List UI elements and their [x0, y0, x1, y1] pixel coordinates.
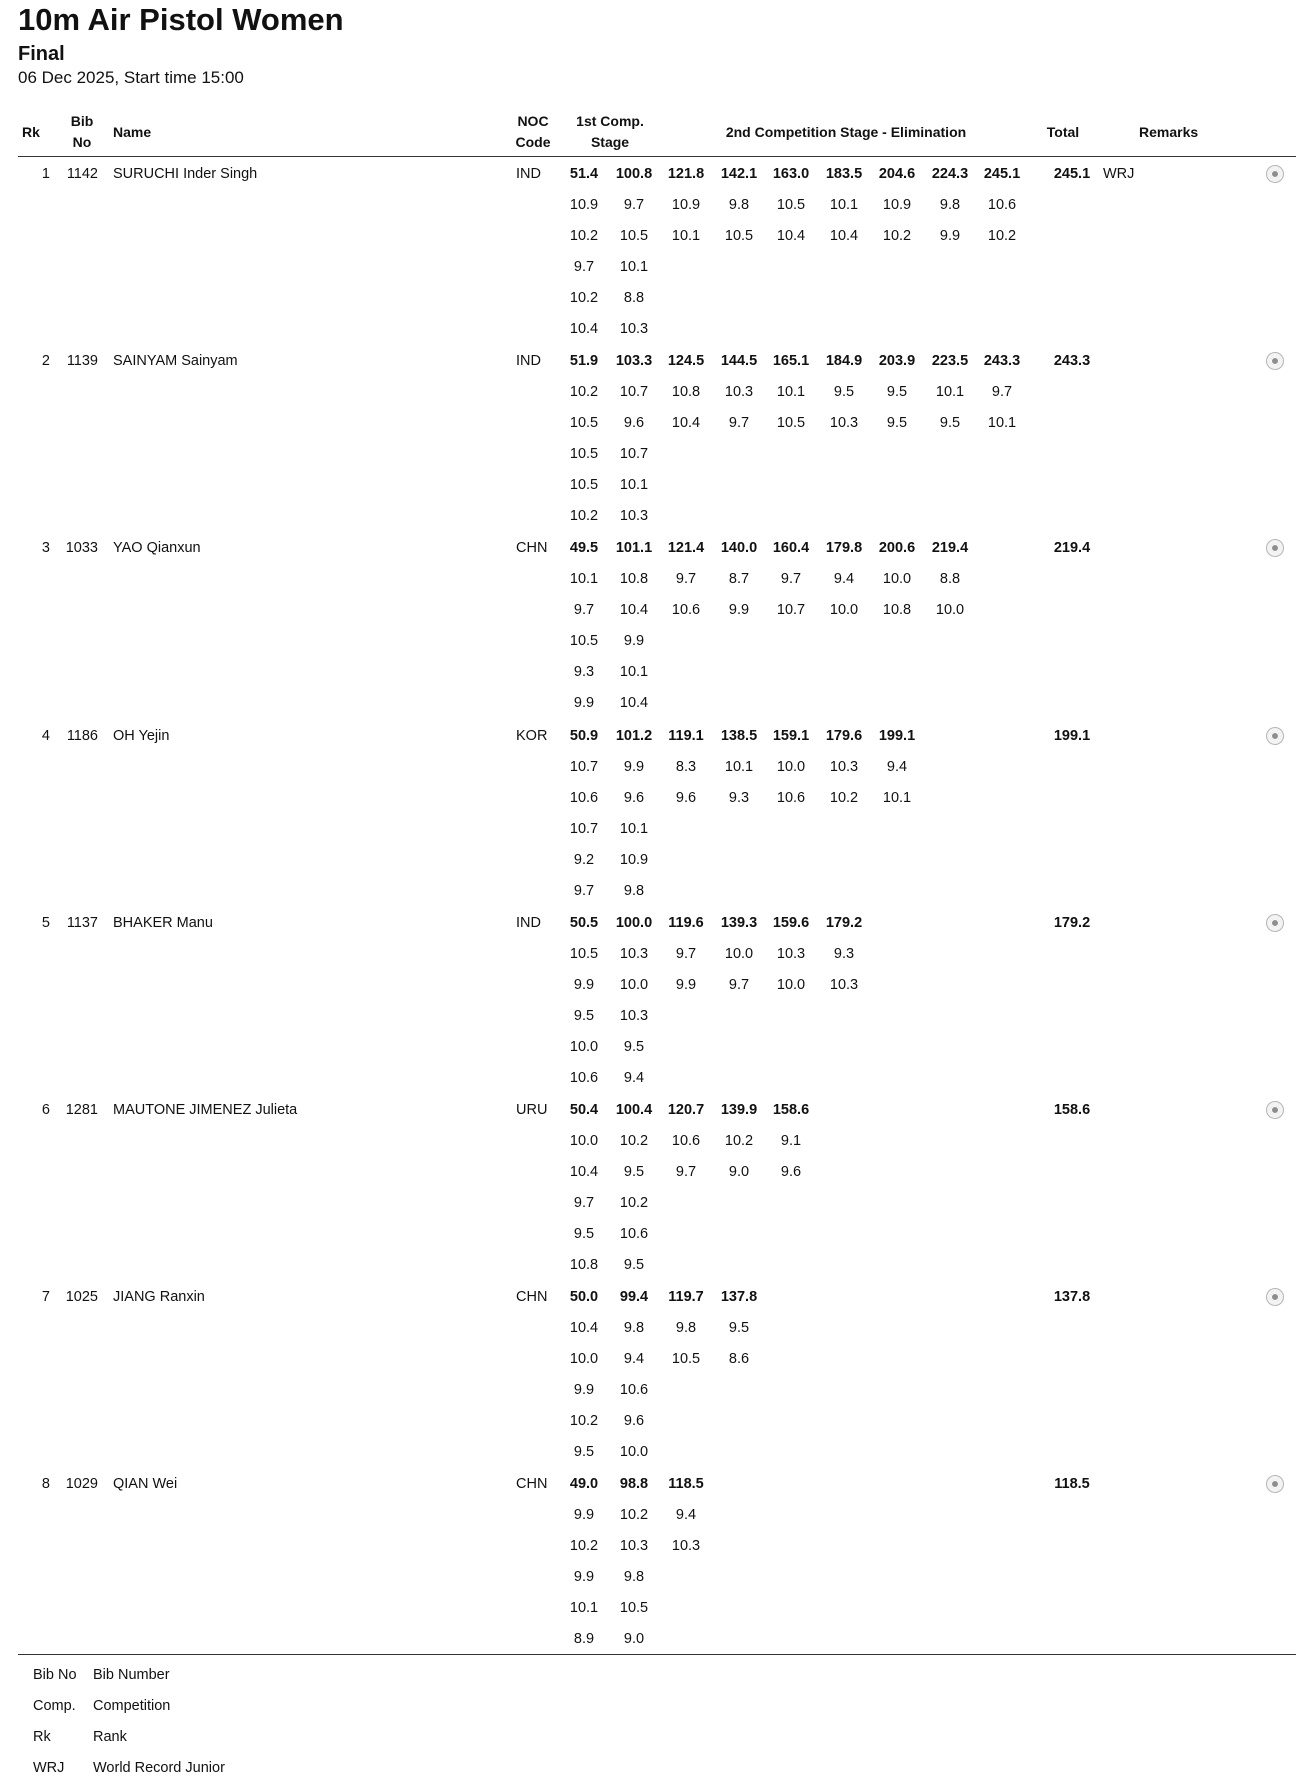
target-icon[interactable]: [1266, 1288, 1284, 1306]
stage2-shot: 10.6: [776, 790, 806, 806]
stage1-shot: 9.9: [623, 759, 645, 775]
stage2-shot: 9.4: [675, 1507, 697, 1523]
stage2-shot: 9.9: [728, 602, 750, 618]
stage2-total: 204.6: [878, 166, 916, 182]
athlete-remarks: WRJ: [1103, 166, 1135, 182]
stage2-shot: 9.5: [886, 415, 908, 431]
stage2-shot: 9.5: [939, 415, 961, 431]
stage2-total: 119.1: [668, 728, 704, 744]
stage1-shot: 10.0: [619, 1444, 649, 1460]
athlete-bib: 1025: [65, 1289, 98, 1305]
stage1-shot: 9.0: [623, 1631, 645, 1647]
stage2-shot: 10.1: [776, 384, 806, 400]
stage2-total: 179.6: [825, 728, 863, 744]
athlete-rank: 8: [41, 1476, 50, 1492]
stage2-total: 184.9: [825, 353, 863, 369]
stage2-shot: 10.5: [776, 415, 806, 431]
stage1-total: 50.0: [569, 1289, 599, 1305]
stage2-shot: 9.7: [728, 415, 750, 431]
legend-full: Competition: [93, 1698, 171, 1714]
stage2-shot: 9.8: [939, 197, 961, 213]
stage2-shot: 10.6: [671, 602, 701, 618]
stage2-total: 142.1: [720, 166, 758, 182]
stage1-shot: 10.5: [569, 446, 599, 462]
stage2-shot: 10.1: [829, 197, 859, 213]
stage2-shot: 10.0: [776, 977, 806, 993]
stage2-total: 203.9: [878, 353, 916, 369]
stage2-shot: 10.5: [724, 228, 754, 244]
stage2-shot: 9.5: [833, 384, 855, 400]
athlete-noc: CHN: [516, 1476, 548, 1492]
stage2-shot: 9.3: [728, 790, 750, 806]
stage1-total: 100.8: [615, 166, 653, 182]
athlete-total: 158.6: [1053, 1102, 1091, 1118]
legend-full: World Record Junior: [93, 1760, 225, 1776]
stage1-shot: 10.2: [619, 1195, 649, 1211]
stage1-shot: 9.3: [573, 664, 595, 680]
stage1-shot: 9.5: [623, 1257, 645, 1273]
athlete-bib: 1139: [66, 353, 98, 369]
stage1-shot: 10.3: [619, 321, 649, 337]
stage1-shot: 10.2: [569, 1413, 599, 1429]
stage1-shot: 9.8: [623, 1320, 645, 1336]
stage2-shot: 9.6: [675, 790, 697, 806]
stage2-shot: 8.3: [675, 759, 697, 775]
athlete-rank: 1: [41, 166, 50, 182]
stage2-total: 159.6: [772, 915, 810, 931]
stage2-total: 179.8: [825, 540, 863, 556]
stage1-shot: 10.8: [569, 1257, 599, 1273]
athlete-total: 219.4: [1053, 540, 1091, 556]
stage2-total: 144.5: [720, 353, 758, 369]
stage2-shot: 9.3: [833, 946, 855, 962]
stage2-shot: 10.1: [671, 228, 701, 244]
stage1-shot: 9.9: [573, 695, 595, 711]
stage2-total: 124.5: [667, 353, 705, 369]
stage1-shot: 10.1: [619, 821, 649, 837]
stage2-shot: 9.6: [780, 1164, 802, 1180]
athlete-bib: 1029: [65, 1476, 98, 1492]
stage1-shot: 10.1: [569, 571, 599, 587]
stage2-shot: 9.9: [939, 228, 961, 244]
stage2-shot: 10.1: [935, 384, 965, 400]
stage1-shot: 9.4: [623, 1351, 645, 1367]
stage2-shot: 10.1: [724, 759, 754, 775]
stage2-shot: 9.5: [728, 1320, 750, 1336]
event-title: 10m Air Pistol Women: [18, 2, 344, 37]
stage2-total: 245.1: [983, 166, 1021, 182]
stage1-shot: 9.7: [573, 602, 595, 618]
stage1-total: 99.4: [619, 1289, 649, 1305]
athlete-name: YAO Qianxun: [113, 540, 201, 556]
stage1-shot: 10.1: [619, 477, 649, 493]
stage2-total: 158.6: [772, 1102, 810, 1118]
athlete-noc: URU: [516, 1102, 548, 1118]
legend-full: Bib Number: [93, 1667, 170, 1683]
stage2-shot: 9.7: [675, 571, 697, 587]
header-name: Name: [113, 124, 152, 140]
stage1-shot: 10.0: [569, 1133, 599, 1149]
legend-abbr: Comp.: [33, 1698, 76, 1714]
stage1-shot: 10.7: [569, 759, 599, 775]
stage1-shot: 9.5: [573, 1008, 595, 1024]
athlete-total: 243.3: [1053, 353, 1091, 369]
athlete-total: 245.1: [1053, 166, 1091, 182]
stage1-shot: 10.9: [569, 197, 599, 213]
stage2-shot: 10.3: [671, 1538, 701, 1554]
stage1-shot: 10.2: [569, 1538, 599, 1554]
stage2-shot: 9.9: [675, 977, 697, 993]
stage2-shot: 9.8: [728, 197, 750, 213]
stage2-shot: 10.2: [882, 228, 912, 244]
stage2-total: 121.4: [667, 540, 705, 556]
athlete-bib: 1142: [66, 166, 98, 182]
stage1-shot: 9.5: [623, 1039, 645, 1055]
stage1-shot: 10.5: [619, 1600, 649, 1616]
stage1-shot: 10.0: [619, 977, 649, 993]
stage1-shot: 10.9: [619, 852, 649, 868]
stage2-shot: 10.1: [987, 415, 1017, 431]
athlete-total: 179.2: [1053, 915, 1091, 931]
stage1-shot: 10.5: [569, 415, 599, 431]
stage1-total: 49.0: [569, 1476, 599, 1492]
stage1-shot: 10.4: [569, 321, 599, 337]
stage2-shot: 10.6: [671, 1133, 701, 1149]
stage2-shot: 10.0: [724, 946, 754, 962]
header-rank: Rk: [22, 124, 40, 140]
header-bib-bottom: No: [72, 134, 92, 150]
stage1-shot: 9.7: [623, 197, 645, 213]
stage2-total: 160.4: [772, 540, 810, 556]
stage2-total: 159.1: [772, 728, 810, 744]
stage2-total: 224.3: [931, 166, 969, 182]
stage2-shot: 9.5: [886, 384, 908, 400]
stage1-shot: 9.6: [623, 415, 645, 431]
target-icon[interactable]: [1266, 539, 1284, 557]
stage2-total: 243.3: [983, 353, 1021, 369]
stage1-shot: 10.6: [569, 790, 599, 806]
athlete-noc: CHN: [516, 1289, 548, 1305]
stage1-shot: 10.2: [619, 1507, 649, 1523]
event-date-line: 06 Dec 2025, Start time 15:00: [18, 68, 244, 87]
stage1-shot: 9.9: [573, 1569, 595, 1585]
stage1-shot: 10.2: [569, 384, 599, 400]
stage1-shot: 9.6: [623, 790, 645, 806]
stage2-shot: 10.0: [935, 602, 965, 618]
stage2-shot: 10.3: [829, 759, 859, 775]
stage1-shot: 9.9: [573, 1507, 595, 1523]
stage2-shot: 9.1: [780, 1133, 802, 1149]
stage2-shot: 10.5: [671, 1351, 701, 1367]
stage2-total: 200.6: [878, 540, 916, 556]
stage2-shot: 10.6: [987, 197, 1017, 213]
stage2-total: 120.7: [667, 1102, 705, 1118]
stage1-shot: 9.9: [573, 1382, 595, 1398]
stage2-shot: 10.8: [882, 602, 912, 618]
stage1-shot: 10.4: [619, 602, 649, 618]
stage1-shot: 9.5: [573, 1444, 595, 1460]
stage1-shot: 9.6: [623, 1413, 645, 1429]
stage1-shot: 10.5: [569, 633, 599, 649]
athlete-noc: IND: [516, 915, 541, 931]
stage1-shot: 10.2: [619, 1133, 649, 1149]
stage1-shot: 9.5: [623, 1164, 645, 1180]
stage2-shot: 10.2: [987, 228, 1017, 244]
stage1-shot: 10.4: [619, 695, 649, 711]
stage2-shot: 9.7: [991, 384, 1013, 400]
target-icon[interactable]: [1266, 1475, 1284, 1493]
stage2-total: 163.0: [772, 166, 810, 182]
target-icon[interactable]: [1266, 1101, 1284, 1119]
stage2-shot: 10.9: [671, 197, 701, 213]
target-icon[interactable]: [1266, 352, 1284, 370]
stage2-total: 183.5: [825, 166, 863, 182]
athlete-name: JIANG Ranxin: [113, 1289, 205, 1305]
athlete-noc: CHN: [516, 540, 548, 556]
stage2-total: 165.1: [772, 353, 810, 369]
stage1-total: 50.5: [569, 915, 599, 931]
stage1-shot: 10.5: [569, 946, 599, 962]
stage2-shot: 9.7: [728, 977, 750, 993]
stage2-shot: 9.7: [780, 571, 802, 587]
stage2-shot: 10.3: [829, 415, 859, 431]
athlete-noc: IND: [516, 166, 541, 182]
athlete-noc: KOR: [516, 728, 548, 744]
header-noc-top: NOC: [517, 113, 549, 129]
athlete-noc: IND: [516, 353, 541, 369]
stage1-shot: 10.6: [619, 1226, 649, 1242]
header-stage1-top: 1st Comp.: [576, 113, 644, 129]
stage1-shot: 10.5: [569, 477, 599, 493]
stage1-shot: 10.3: [619, 1538, 649, 1554]
stage1-shot: 10.4: [569, 1164, 599, 1180]
stage2-shot: 10.8: [671, 384, 701, 400]
stage1-total: 100.0: [615, 915, 653, 931]
stage1-shot: 10.6: [569, 1070, 599, 1086]
stage1-total: 100.4: [615, 1102, 653, 1118]
athlete-name: QIAN Wei: [113, 1476, 178, 1492]
athlete-total: 137.8: [1053, 1289, 1091, 1305]
stage1-shot: 10.3: [619, 946, 649, 962]
stage2-shot: 10.0: [776, 759, 806, 775]
stage1-shot: 9.7: [573, 1195, 595, 1211]
stage1-shot: 9.7: [573, 883, 595, 899]
stage1-total: 98.8: [619, 1476, 649, 1492]
stage1-shot: 9.9: [623, 633, 645, 649]
stage1-shot: 10.2: [569, 508, 599, 524]
stage2-shot: 10.3: [776, 946, 806, 962]
stage2-total: 223.5: [931, 353, 969, 369]
header-remarks: Remarks: [1139, 124, 1199, 140]
stage1-shot: 9.2: [573, 852, 595, 868]
stage1-shot: 9.4: [623, 1070, 645, 1086]
stage1-total: 101.1: [615, 540, 653, 556]
header-bib-top: Bib: [70, 113, 94, 129]
stage2-shot: 10.0: [829, 602, 859, 618]
legend-abbr: Rk: [33, 1729, 51, 1745]
stage2-total: 119.6: [668, 915, 704, 931]
stage1-shot: 10.6: [619, 1382, 649, 1398]
stage1-shot: 10.7: [569, 821, 599, 837]
stage1-shot: 9.8: [623, 1569, 645, 1585]
stage2-shot: 9.4: [833, 571, 855, 587]
stage2-total: 138.5: [720, 728, 758, 744]
stage1-shot: 10.3: [619, 508, 649, 524]
stage1-shot: 10.3: [619, 1008, 649, 1024]
stage1-total: 51.9: [569, 353, 599, 369]
stage2-total: 137.8: [720, 1289, 758, 1305]
header-noc-bottom: Code: [515, 134, 551, 150]
stage1-shot: 10.5: [619, 228, 649, 244]
athlete-rank: 7: [41, 1289, 50, 1305]
stage1-shot: 10.0: [569, 1039, 599, 1055]
stage2-total: 140.0: [720, 540, 758, 556]
stage2-total: 118.5: [668, 1476, 704, 1492]
athlete-rank: 5: [41, 915, 50, 931]
stage1-shot: 10.0: [569, 1351, 599, 1367]
athlete-name: MAUTONE JIMENEZ Julieta: [113, 1102, 298, 1118]
stage1-shot: 10.7: [619, 446, 649, 462]
stage2-shot: 9.8: [675, 1320, 697, 1336]
stage1-total: 103.3: [615, 353, 653, 369]
athlete-rank: 6: [41, 1102, 50, 1118]
stage1-shot: 9.8: [623, 883, 645, 899]
stage2-total: 219.4: [931, 540, 969, 556]
athlete-bib: 1137: [66, 915, 98, 931]
stage1-total: 101.2: [615, 728, 653, 744]
athlete-name: SAINYAM Sainyam: [113, 353, 238, 369]
athlete-rank: 2: [41, 353, 50, 369]
stage1-shot: 10.2: [569, 290, 599, 306]
stage1-shot: 10.1: [619, 664, 649, 680]
stage1-shot: 9.5: [573, 1226, 595, 1242]
athlete-name: OH Yejin: [113, 728, 170, 744]
legend-full: Rank: [93, 1729, 127, 1745]
stage2-shot: 10.0: [882, 571, 912, 587]
stage2-shot: 9.4: [886, 759, 908, 775]
stage2-shot: 9.0: [728, 1164, 750, 1180]
stage1-shot: 10.7: [619, 384, 649, 400]
stage2-shot: 10.9: [882, 197, 912, 213]
stage2-shot: 10.3: [724, 384, 754, 400]
stage2-shot: 8.7: [728, 571, 750, 587]
stage1-shot: 9.9: [573, 977, 595, 993]
header-total: Total: [1046, 124, 1080, 140]
table-bottom-divider: [18, 1654, 1296, 1655]
stage2-shot: 10.4: [671, 415, 701, 431]
stage2-total: 179.2: [825, 915, 863, 931]
stage2-shot: 10.4: [829, 228, 859, 244]
stage2-total: 121.8: [667, 166, 705, 182]
athlete-bib: 1281: [65, 1102, 98, 1118]
athlete-bib: 1033: [65, 540, 98, 556]
legend-abbr: WRJ: [33, 1760, 65, 1776]
stage2-shot: 10.5: [776, 197, 806, 213]
stage1-shot: 10.4: [569, 1320, 599, 1336]
stage2-shot: 10.2: [829, 790, 859, 806]
stage1-shot: 10.8: [619, 571, 649, 587]
stage2-shot: 10.7: [776, 602, 806, 618]
athlete-rank: 4: [41, 728, 50, 744]
stage2-shot: 9.7: [675, 1164, 697, 1180]
stage2-shot: 10.1: [882, 790, 912, 806]
stage1-total: 50.4: [569, 1102, 599, 1118]
stage2-shot: 10.4: [776, 228, 806, 244]
header-stage1-bottom: Stage: [590, 134, 630, 150]
stage2-shot: 10.2: [724, 1133, 754, 1149]
athlete-total: 118.5: [1054, 1476, 1090, 1492]
athlete-total: 199.1: [1053, 728, 1091, 744]
target-icon[interactable]: [1266, 727, 1284, 745]
stage2-total: 139.9: [720, 1102, 758, 1118]
stage1-shot: 10.2: [569, 228, 599, 244]
athlete-name: BHAKER Manu: [113, 915, 213, 931]
stage2-shot: 10.3: [829, 977, 859, 993]
stage1-shot: 10.1: [569, 1600, 599, 1616]
stage1-shot: 8.8: [623, 290, 645, 306]
athlete-rank: 3: [41, 540, 50, 556]
stage2-shot: 8.8: [939, 571, 961, 587]
stage2-shot: 9.7: [675, 946, 697, 962]
stage2-total: 199.1: [878, 728, 916, 744]
stage1-shot: 8.9: [573, 1631, 595, 1647]
athlete-bib: 1186: [66, 728, 98, 744]
event-phase: Final: [18, 43, 65, 65]
stage2-total: 119.7: [668, 1289, 704, 1305]
stage2-shot: 8.6: [728, 1351, 750, 1367]
target-icon[interactable]: [1266, 165, 1284, 183]
header-stage2: 2nd Competition Stage - Elimination: [725, 124, 967, 140]
target-icon[interactable]: [1266, 914, 1284, 932]
stage1-shot: 10.1: [619, 259, 649, 275]
stage2-total: 139.3: [720, 915, 758, 931]
stage1-total: 50.9: [569, 728, 599, 744]
stage1-shot: 9.7: [573, 259, 595, 275]
legend-abbr: Bib No: [33, 1667, 77, 1683]
stage1-total: 51.4: [569, 166, 599, 182]
stage1-total: 49.5: [569, 540, 599, 556]
header-divider: [18, 156, 1296, 157]
athlete-name: SURUCHI Inder Singh: [113, 166, 258, 182]
